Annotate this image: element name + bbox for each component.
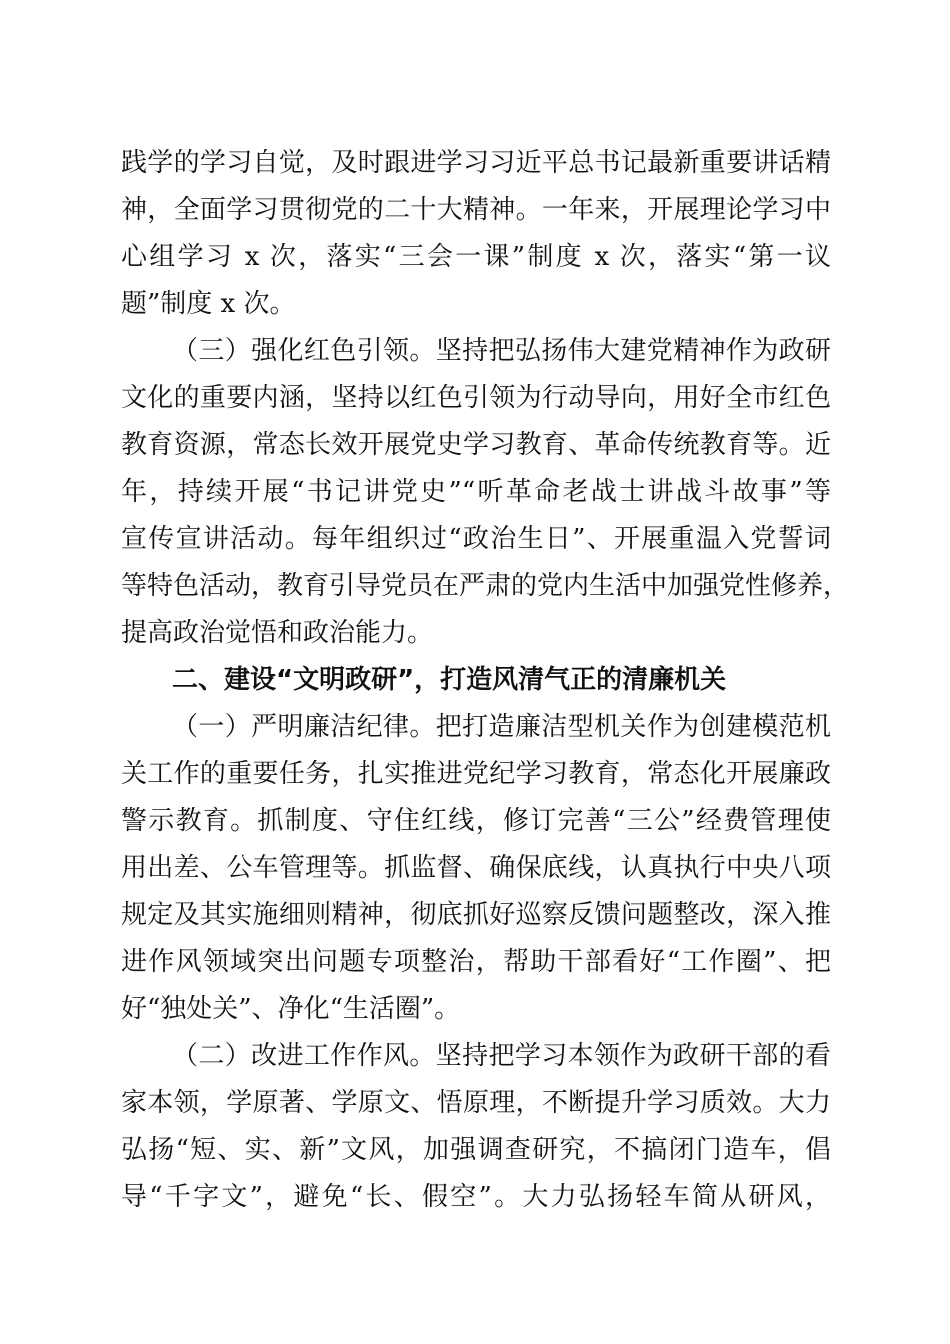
text-line: 提高政治觉悟和政治能力。 (121, 618, 434, 648)
text-line: 规定及其实施细则精神，彻底抓好巡察反馈问题整改，深入推 (121, 900, 831, 930)
text-line: 宣传宣讲活动。每年组织过“政治生日”、开展重温入党誓词 (121, 524, 831, 554)
text-line: 关工作的重要任务，扎实推进党纪学习教育，常态化开展廉政 (121, 759, 831, 789)
text-line: 践学的学习自觉，及时跟进学习习近平总书记最新重要讲话精 (121, 148, 831, 178)
text-line: （三）强化红色引领。坚持把弘扬伟大建党精神作为政研 (172, 336, 831, 366)
text-line: 弘扬“短、实、新”文风，加强调查研究，不搞闭门造车，倡 (121, 1135, 831, 1165)
text-line: 导“千字文”，避免“长、假空”。大力弘扬轻车简从研风， (121, 1182, 831, 1212)
text-line: （一）严明廉洁纪律。把打造廉洁型机关作为创建模范机 (172, 712, 831, 742)
text-line: 题”制度 x 次。 (121, 289, 296, 319)
text-line: 等特色活动，教育引导党员在严肃的党内生活中加强党性修养， (121, 571, 850, 601)
text-line: 文化的重要内涵，坚持以红色引领为行动导向，用好全市红色 (121, 383, 831, 413)
text-line: 年，持续开展“书记讲党史”“听革命老战士讲战斗故事”等 (121, 477, 831, 507)
text-line: 心组学习 x 次，落实“三会一课”制度 x 次，落实“第一议 (121, 242, 831, 272)
text-line: 好“独处关”、净化“生活圈”。 (121, 994, 461, 1024)
text-line: 教育资源，常态长效开展党史学习教育、革命传统教育等。近 (121, 430, 831, 460)
text-line: （二）改进工作作风。坚持把学习本领作为政研干部的看 (172, 1041, 831, 1071)
text-line: 家本领，学原著、学原文、悟原理，不断提升学习质效。大力 (121, 1088, 831, 1118)
text-line: 神，全面学习贯彻党的二十大精神。一年来，开展理论学习中 (121, 195, 831, 225)
text-line: 用出差、公车管理等。抓监督、确保底线，认真执行中央八项 (121, 853, 831, 883)
section-heading: 二、建设“文明政研”，打造风清气正的清廉机关 (172, 665, 727, 695)
text-line: 进作风领域突出问题专项整治，帮助干部看好“工作圈”、把 (121, 947, 831, 977)
text-line: 警示教育。抓制度、守住红线，修订完善“三公”经费管理使 (121, 806, 831, 836)
